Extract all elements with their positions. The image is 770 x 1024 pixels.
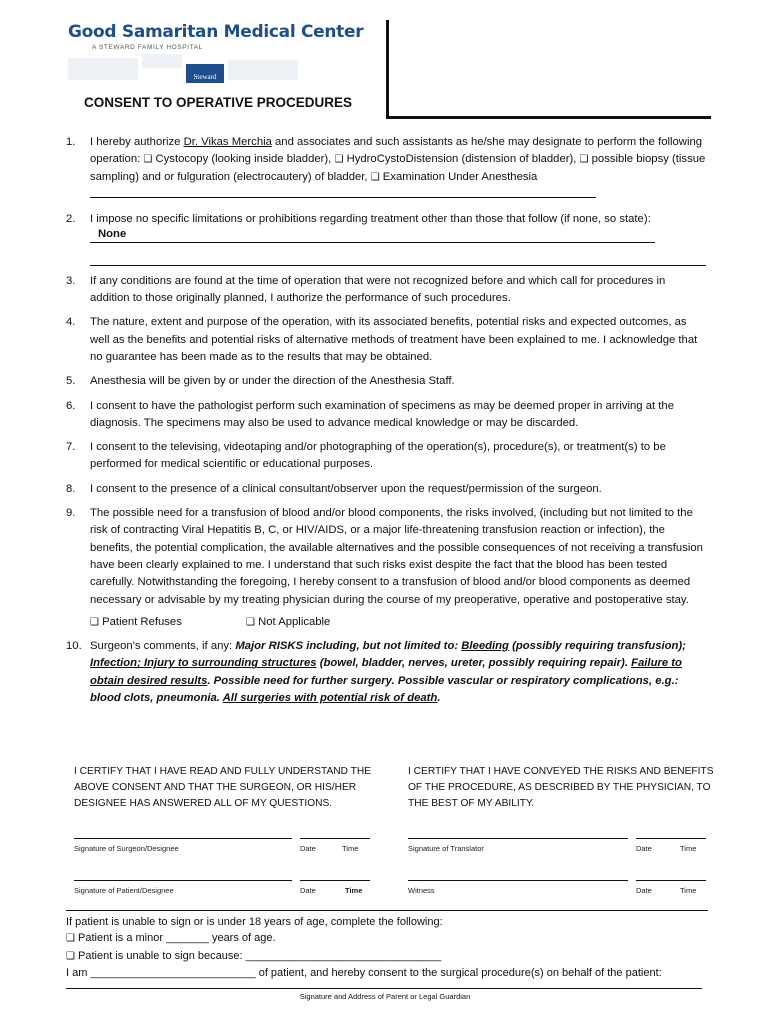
checkbox-icon[interactable]: ❑ <box>334 154 344 166</box>
checkbox-icon[interactable]: ❑ <box>370 171 380 183</box>
item-text: and associates and such assistants as he/she may designate to perform the following operation: <box>90 136 703 166</box>
consent-item-3 <box>66 273 706 308</box>
minor-row <box>66 930 708 947</box>
comment-text: Bleeding <box>461 640 509 653</box>
checkbox-icon[interactable]: ❑ <box>66 933 75 945</box>
relationship-suffix: of patient, and hereby consent to the surgical procedure(s) on behalf of the patient: <box>255 966 662 979</box>
choice-label: Not Applicable <box>258 615 331 628</box>
item-text: I consent to the presence of a clinical consultant/observer upon the request/permission of the surgeon. <box>90 482 602 495</box>
date-label: Date <box>300 844 316 853</box>
comment-text: (bowel, bladder, nerves, ureter, possibly requiring repair). <box>316 657 632 670</box>
checkbox-icon[interactable]: ❑ <box>143 154 153 166</box>
item-number: 2. <box>66 213 76 226</box>
checkbox-icon[interactable]: ❑ <box>90 616 99 628</box>
guardian-signature-line[interactable] <box>66 988 702 989</box>
limitations-value: None <box>98 228 127 241</box>
consent-item-5 <box>66 373 706 390</box>
item-text: I consent to have the pathologist perform such examination of specimens as may be deemed proper in arriving at the diagnosis. The specimens may also be used to advance medical knowledge or may be discarded. <box>90 399 674 429</box>
consent-item-6 <box>66 398 706 433</box>
date-label: Date <box>636 886 652 895</box>
item-text: I hereby authorize <box>90 136 184 148</box>
item-text: Anesthesia will be given by or under the direction of the Anesthesia Staff. <box>90 375 455 388</box>
operation-option: possible biopsy (tissue sampling) and or fulguration (electrocautery) of bladder, <box>90 153 706 183</box>
item-text: I impose no specific limitations or prohibitions regarding treatment other than those that follow (if none, so state): <box>90 213 651 226</box>
relationship-field[interactable]: ___________________________ <box>90 966 256 979</box>
witness-date-line[interactable] <box>636 880 706 881</box>
checkbox-icon[interactable]: ❑ <box>66 950 75 962</box>
choice-patient-refuses[interactable] <box>90 614 246 631</box>
guardian-signature-label: Signature and Address of Parent or Legal Guardian <box>299 992 471 1001</box>
minor-suffix: years of age. <box>208 932 276 945</box>
minor-label: Patient is a minor <box>74 932 167 945</box>
item-number: 3. <box>66 274 76 287</box>
comment-text: Major RISKS including, but not limited to: <box>235 640 462 653</box>
guardian-section <box>66 910 708 981</box>
certify-translator: I CERTIFY THAT I HAVE CONVEYED THE RISKS AND BENEFITS OF THE PROCEDURE, AS DESCRIBED BY THE PHYSICIAN, TO THE BEST OF MY ABILITY. <box>408 766 714 809</box>
item-text: The possible need for a transfusion of blood and/or blood components, the risks involved, (including but not limited to the risk of contracting Viral Hepatitis B, C, or HIV/AIDS, or a major life-threatening transfusion reaction or infection), the benefits, the potential complication, the available alternatives and the possible consequences of not receiving a transfusion have been clearly explained to me. I understand that such risks exist despite the fact that the blood has been tested carefully. Notwithstanding the foregoing, I hereby consent to a transfusion of blood and/or blood components as deemed necessary or advisable by my treating physician during the course of my preoperative, operative and postoperative stay. <box>90 507 703 606</box>
steward-mark: Steward <box>186 64 224 83</box>
date-label: Date <box>636 844 652 853</box>
patient-label-box <box>386 20 711 119</box>
time-label: Time <box>680 844 697 853</box>
unable-reason-field[interactable]: ________________________________ <box>245 949 442 962</box>
operation-option: HydroCystoDistension (distension of bladder), <box>343 153 580 166</box>
item-number: 10. <box>66 640 82 653</box>
relationship-row <box>66 965 708 981</box>
patient-date-line[interactable] <box>300 880 370 881</box>
hospital-subtitle: A STEWARD FAMILY HOSPITAL <box>92 44 203 51</box>
consent-item-7 <box>66 439 706 474</box>
comment-text: . Possible need for further surgery. Possible vascular or respiratory complications, e.g.: blood clots, pneumonia. <box>90 674 679 705</box>
item-text: If any conditions are found at the time of operation that were not recognized before and which call for procedures in addition to those originally planned, I authorize the performance of such procedures. <box>90 274 666 305</box>
translator-date-line[interactable] <box>636 838 706 839</box>
witness-signature-line[interactable] <box>408 880 628 881</box>
date-label: Date <box>300 886 316 895</box>
limitations-field[interactable] <box>90 228 655 243</box>
translator-signature-line[interactable] <box>408 838 628 839</box>
consent-item-4 <box>66 314 706 366</box>
comment-text: . <box>437 692 441 705</box>
comment-text: Infection; Injury to surrounding structures <box>90 657 317 670</box>
operation-fill-line[interactable] <box>90 186 596 198</box>
item-text: The nature, extent and purpose of the operation, with its associated benefits, potential risks and expected outcomes, as well as the benefits and potential risks of alternative methods of treatment have been explained to me. I acknowledge that no guarantee has been made as to the results that may be obtained. <box>90 316 698 363</box>
time-label: Time <box>680 886 697 895</box>
relationship-prefix: I am <box>66 966 91 979</box>
operation-option: Cystocopy (looking inside bladder), <box>152 153 335 166</box>
witness-label: Witness <box>408 886 435 895</box>
unable-label: Patient is unable to sign because: <box>74 949 246 962</box>
hospital-name: Good Samaritan Medical Center <box>68 22 364 42</box>
patient-signature-label: Signature of Patient/Designee <box>74 886 174 895</box>
consent-item-1 <box>66 134 706 204</box>
item-number: 4. <box>66 316 76 329</box>
patient-signature-line[interactable] <box>74 880 292 881</box>
time-label: Time <box>342 844 359 853</box>
choice-not-applicable[interactable] <box>246 614 330 631</box>
item-number: 1. <box>66 136 76 148</box>
surgeon-signature-line[interactable] <box>74 838 292 839</box>
time-label: Time <box>345 886 363 895</box>
surgeon-signature-label: Signature of Surgeon/Designee <box>74 844 179 853</box>
operation-option: Examination Under Anesthesia <box>379 170 538 183</box>
consent-item-8 <box>66 481 706 498</box>
consent-item-10 <box>66 638 706 707</box>
item-number: 6. <box>66 399 76 412</box>
consent-item-9 <box>66 505 706 609</box>
checkbox-icon[interactable]: ❑ <box>246 616 255 628</box>
consent-item-2 <box>66 211 706 266</box>
logo-graphic <box>68 54 312 84</box>
consent-body <box>66 134 706 714</box>
item-number: 5. <box>66 375 76 388</box>
hospital-logo <box>68 22 364 86</box>
limitations-line-2[interactable] <box>90 253 706 266</box>
transfusion-choices <box>66 614 706 631</box>
minor-age-field[interactable]: _______ <box>166 932 209 945</box>
item-number: 7. <box>66 441 76 454</box>
item-text: I consent to the televising, videotaping and/or photographing of the operation(s), procedure(s), or treatment(s) to be performed for medical scientific or educational purposes. <box>90 441 666 471</box>
item-number: 9. <box>66 507 76 520</box>
certify-patient: I CERTIFY THAT I HAVE READ AND FULLY UNDERSTAND THE ABOVE CONSENT AND THAT THE SURGEON, OR HIS/HER DESIGNEE HAS ANSWERED ALL OF MY QUESTIONS. <box>74 766 372 809</box>
guardian-intro: If patient is unable to sign or is under 18 years of age, complete the following: <box>66 916 443 928</box>
checkbox-icon[interactable]: ❑ <box>579 154 589 166</box>
comment-text: (possibly requiring transfusion); <box>508 640 686 653</box>
unable-row <box>66 948 708 965</box>
item-text: Surgeon's comments, if any: <box>90 640 236 653</box>
choice-label: Patient Refuses <box>102 615 182 628</box>
comment-text: Failure to obtain desired results <box>90 657 682 687</box>
page-title: CONSENT TO OPERATIVE PROCEDURES <box>84 95 353 110</box>
surgeon-name[interactable]: Dr. Vikas Merchia <box>183 136 272 148</box>
translator-signature-label: Signature of Translator <box>408 844 484 853</box>
comment-text: All surgeries with potential risk of death <box>222 692 438 705</box>
surgeon-date-line[interactable] <box>300 838 370 839</box>
item-number: 8. <box>66 482 76 495</box>
